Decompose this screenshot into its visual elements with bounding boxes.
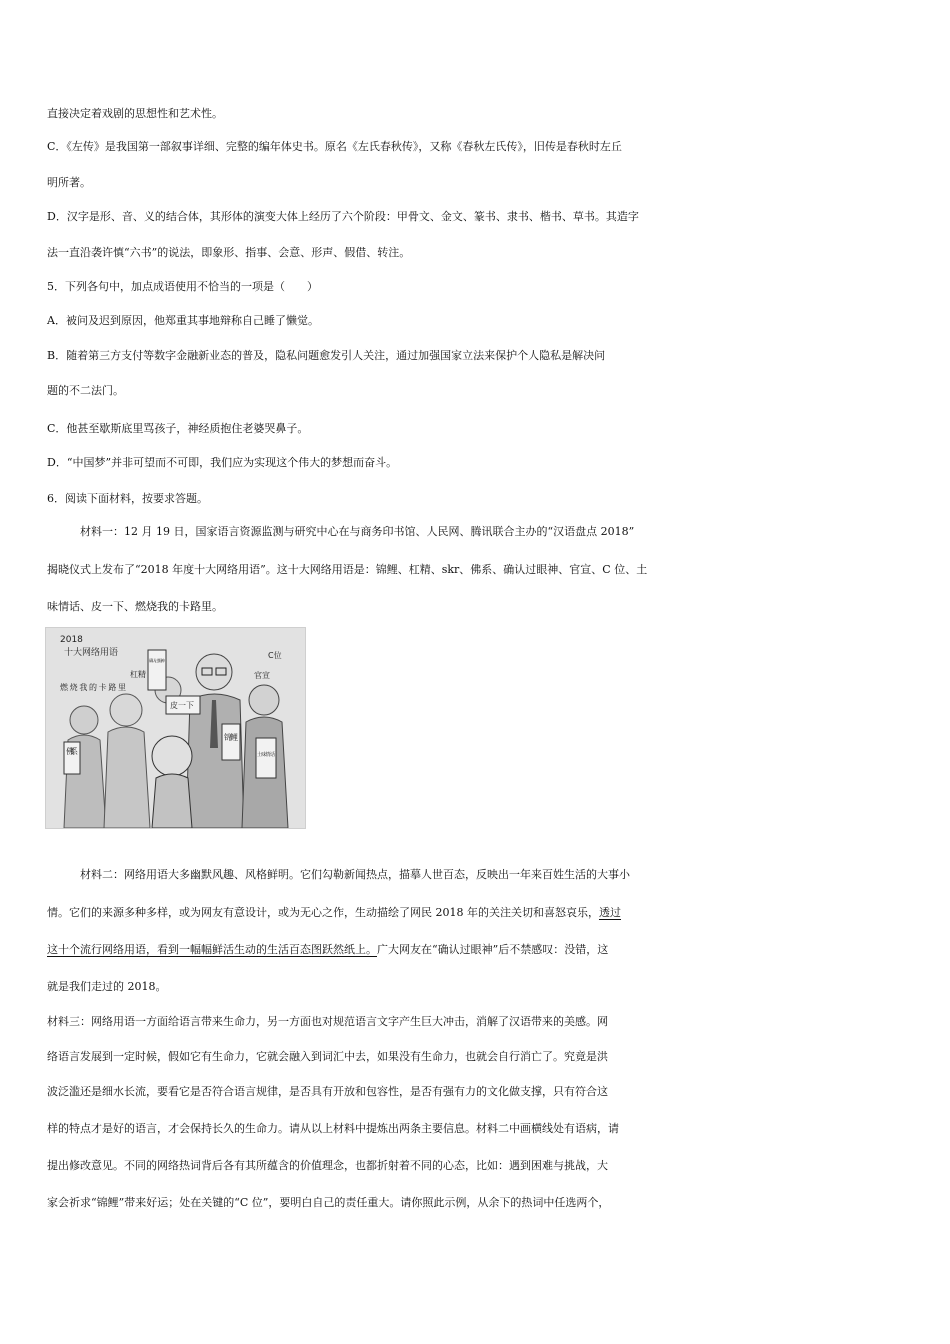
material-3-line: 材料三：网络用语一方面给语言带来生命力，另一方面也对规范语言文字产生巨大冲击，消解了汉语带来的美感。网 bbox=[47, 1015, 608, 1028]
text-line: 直接决定着戏剧的思想性和艺术性。 bbox=[47, 107, 223, 120]
tag-jinli: 锦鲤 bbox=[224, 733, 238, 742]
text-line: 题的不二法门。 bbox=[47, 384, 124, 397]
material-1-line: 材料一：12 月 19 日，国家语言资源监测与研究中心在与商务印书馆、人民网、腾讯联合主办的“汉语盘点 2018” bbox=[80, 525, 635, 538]
material-3-line: 络语言发展到一定时候，假如它有生命力，它就会融入到词汇中去，如果没有生命力，也就会自行消亡了。究竟是洪 bbox=[47, 1050, 608, 1063]
text-line: 明所著。 bbox=[47, 176, 91, 189]
cartoon-title: 十大网络用语 bbox=[64, 648, 119, 658]
tag-cwei: C位 bbox=[268, 651, 282, 660]
underlined-text: 透过 bbox=[598, 906, 621, 919]
material-2-line bbox=[47, 940, 917, 960]
q5-option-d: D．“中国梦”并非可望而不可即，我们应为实现这个伟大的梦想而奋斗。 bbox=[47, 456, 398, 469]
text-span: 情。它们的来源多种多样，或为网友有意设计，或为无心之作，生动描绘了网民 2018 年的关注关切和喜怒哀乐， bbox=[47, 906, 599, 919]
boy-figure bbox=[152, 736, 192, 828]
option-d-line: D．汉字是形、音、义的结合体，其形体的演变大体上经历了六个阶段：甲骨文、金文、篆书、隶书、楷书、草书。其造字 bbox=[47, 210, 639, 223]
material-3-line: 波泛滥还是细水长流，要看它是否符合语言规律，是否具有开放和包容性，是否有强有力的文化做支撑，只有符合这 bbox=[47, 1085, 608, 1098]
tag-queren: 确认过眼神 bbox=[149, 658, 165, 663]
tag-tuwei: 土味情话 bbox=[257, 752, 275, 758]
sign-jinli bbox=[222, 724, 240, 760]
underlined-text: 这十个流行网络用语，看到一幅幅鲜活生动的生活百态图跃然纸上。 bbox=[47, 943, 377, 956]
text-span: 广大网友在“确认过眼神”后不禁感叹：没错，这 bbox=[377, 943, 609, 956]
material-3-line: 样的特点才是好的语言，才会保持长久的生命力。请从以上材料中提炼出两条主要信息。材料二中画横线处有语病，请 bbox=[47, 1122, 619, 1135]
sign-tuwei bbox=[256, 738, 276, 778]
tag-pi: 皮一下 bbox=[170, 701, 194, 710]
text-line: 法一直沿袭许慎“六书”的说法，即象形、指事、会意、形声、假借、转注。 bbox=[47, 246, 411, 259]
material-3-line: 家会祈求“锦鲤”带来好运；处在关键的“C 位”，要明白自己的责任重大。请你照此示例，从余下的热词中任选两个， bbox=[47, 1196, 610, 1209]
material-2-line: 就是我们走过的 2018。 bbox=[47, 980, 167, 993]
material-3-line: 提出修改意见。不同的网络热词背后各有其所蕴含的价值理念，也都折射着不同的心态，比如：遇到困难与挑战，大 bbox=[47, 1159, 608, 1172]
question-6: 6．阅读下面材料，按要求答题。 bbox=[47, 492, 208, 505]
material-2-line: 材料二：网络用语大多幽默风趣、风格鲜明。它们勾勒新闻热点，描摹人世百态，反映出一年来百姓生活的大事小 bbox=[80, 868, 630, 881]
sign-queren bbox=[148, 650, 166, 690]
material-2-line bbox=[47, 903, 917, 923]
tag-gangjing: 杠精 bbox=[130, 670, 146, 679]
q5-option-a: A．被问及迟到原因，他郑重其事地辩称自己睡了懒觉。 bbox=[47, 314, 319, 327]
option-c-line: C．《左传》是我国第一部叙事详细、完整的编年体史书。原名《左氏春秋传》，又称《春秋左氏传》，旧传是春秋时左丘 bbox=[47, 140, 622, 153]
cartoon-year: 2018 bbox=[60, 635, 83, 645]
q5-option-c: C．他甚至歇斯底里骂孩子，神经质抱住老婆哭鼻子。 bbox=[47, 422, 309, 435]
material-1-line: 味情话、皮一下、燃烧我的卡路里。 bbox=[47, 600, 223, 613]
tag-guanxuan: 官宣 bbox=[254, 671, 270, 680]
cartoon-svg bbox=[46, 628, 305, 828]
tag-ranshao: 燃烧我的卡路里 bbox=[60, 683, 126, 692]
q5-option-b: B．随着第三方支付等数字金融新业态的普及，隐私问题愈发引人关注，通过加强国家立法来保护个人隐私是解决问 bbox=[47, 349, 606, 362]
question-5: 5．下列各句中，加点成语使用不恰当的一项是（ ） bbox=[47, 280, 318, 293]
tag-foxi: 佛系 bbox=[66, 747, 78, 756]
material-1-line: 揭晓仪式上发布了“2018 年度十大网络用语”。这十大网络用语是：锦鲤、杠精、skr、佛系、确认过眼神、官宣、C 位、土 bbox=[47, 563, 648, 576]
cartoon-illustration bbox=[45, 627, 306, 829]
